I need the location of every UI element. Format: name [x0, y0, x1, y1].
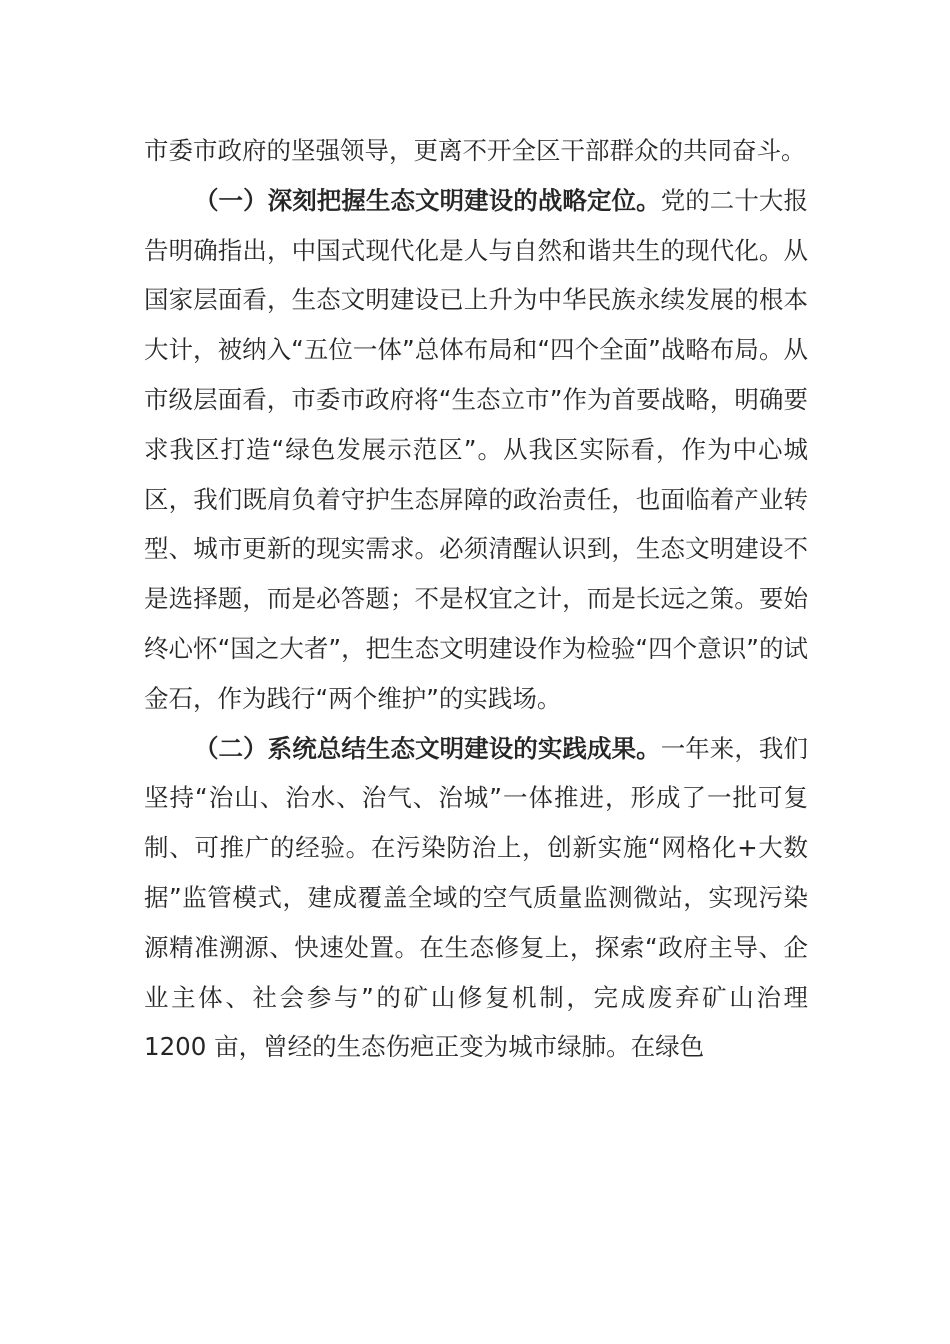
paragraph-continuation — [144, 126, 808, 176]
paragraph-body: 市委市政府的坚强领导，更离不开全区干部群众的共同奋斗。 — [144, 136, 806, 165]
document-body — [144, 126, 808, 1072]
paragraph-body: 一年来，我们坚持“治山、治水、治气、治城”一体推进，形成了一批可复制、可推广的经验。在污染防治上，创新实施“网格化+大数据”监管模式，建成覆盖全域的空气质量监测微站，实现污染源精准溯源、快速处置。在生态修复上，探索“政府主导、企业主体、社会参与”的矿山修复机制，完成废弃矿山治理 1200 亩，曾经的生态伤疤正变为城市绿肺。在绿色 — [144, 733, 808, 1062]
paragraph-heading: （二）系统总结生态文明建设的实践成果。 — [194, 733, 661, 763]
paragraph-practice-results — [144, 724, 808, 1073]
paragraph-body: 党的二十大报告明确指出，中国式现代化是人与自然和谐共生的现代化。从国家层面看，生态文明建设已上升为中华民族永续发展的根本大计，被纳入“五位一体”总体布局和“四个全面”战略布局。从市级层面看，市委市政府将“生态立市”作为首要战略，明确要求我区打造“绿色发展示范区”。从我区实际看，作为中心城区，我们既肩负着守护生态屏障的政治责任，也面临着产业转型、城市更新的现实需求。必须清醒认识到，生态文明建设不是选择题，而是必答题；不是权宜之计，而是长远之策。要始终心怀“国之大者”，把生态文明建设作为检验“四个意识”的试金石，作为践行“两个维护”的实践场。 — [144, 185, 808, 713]
paragraph-strategic-positioning — [144, 176, 808, 724]
paragraph-heading: （一）深刻把握生态文明建设的战略定位。 — [194, 185, 661, 215]
